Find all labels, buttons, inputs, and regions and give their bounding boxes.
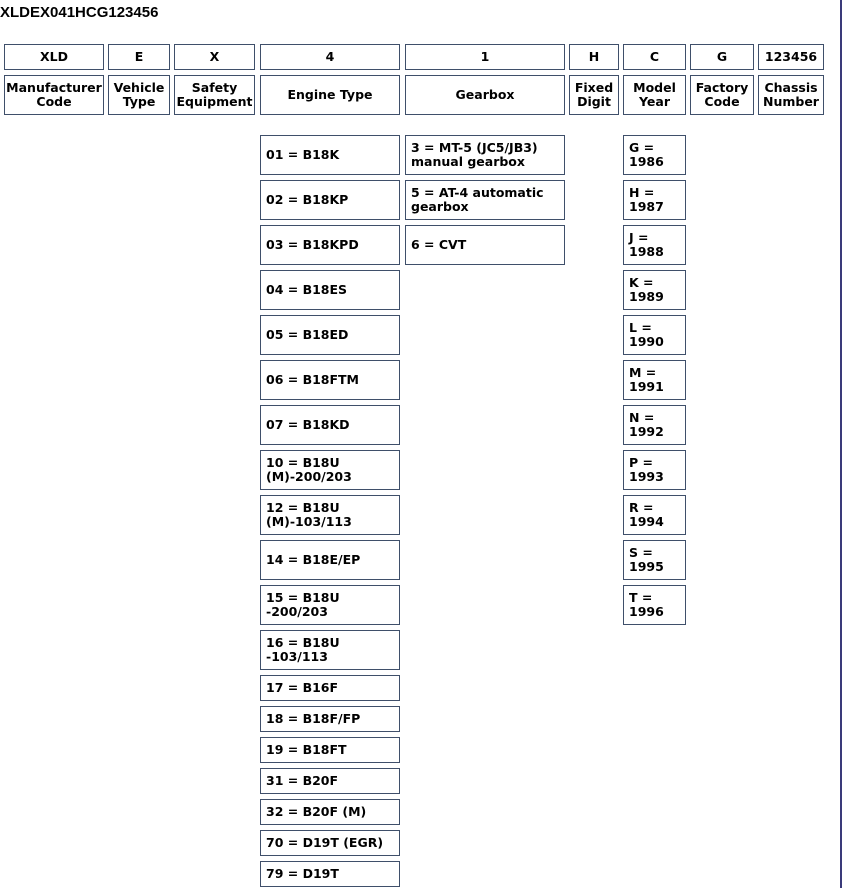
model-year-option: H = 1987 bbox=[623, 180, 686, 220]
model-year-option: P = 1993 bbox=[623, 450, 686, 490]
engine-option: 14 = B18E/EP bbox=[260, 540, 400, 580]
model-year-option: M = 1991 bbox=[623, 360, 686, 400]
vin-title: XLDEX041HCG123456 bbox=[0, 4, 159, 21]
engine-option: 10 = B18U (M)-200/203 bbox=[260, 450, 400, 490]
code-fixed-digit: H bbox=[569, 44, 619, 70]
code-engine-type: 4 bbox=[260, 44, 400, 70]
engine-option: 18 = B18F/FP bbox=[260, 706, 400, 732]
model-year-option: N = 1992 bbox=[623, 405, 686, 445]
engine-option: 12 = B18U (M)-103/113 bbox=[260, 495, 400, 535]
label-safety-equipment: Safety Equipment bbox=[174, 75, 255, 115]
code-manufacturer: XLD bbox=[4, 44, 104, 70]
model-year-option: R = 1994 bbox=[623, 495, 686, 535]
gearbox-option: 3 = MT-5 (JC5/JB3) manual gearbox bbox=[405, 135, 565, 175]
engine-option: 16 = B18U -103/113 bbox=[260, 630, 400, 670]
code-safety-equipment: X bbox=[174, 44, 255, 70]
label-factory-code: Factory Code bbox=[690, 75, 754, 115]
model-year-option: G = 1986 bbox=[623, 135, 686, 175]
engine-option: 32 = B20F (M) bbox=[260, 799, 400, 825]
engine-option: 31 = B20F bbox=[260, 768, 400, 794]
label-model-year: Model Year bbox=[623, 75, 686, 115]
engine-option: 17 = B16F bbox=[260, 675, 400, 701]
model-year-option: J = 1988 bbox=[623, 225, 686, 265]
code-vehicle-type: E bbox=[108, 44, 170, 70]
label-manufacturer-code: Manufacturer Code bbox=[4, 75, 104, 115]
code-chassis-number: 123456 bbox=[758, 44, 824, 70]
engine-option: 04 = B18ES bbox=[260, 270, 400, 310]
engine-option: 02 = B18KP bbox=[260, 180, 400, 220]
engine-option: 15 = B18U -200/203 bbox=[260, 585, 400, 625]
label-vehicle-type: Vehicle Type bbox=[108, 75, 170, 115]
engine-option: 03 = B18KPD bbox=[260, 225, 400, 265]
engine-option: 79 = D19T bbox=[260, 861, 400, 887]
code-model-year: C bbox=[623, 44, 686, 70]
label-engine-type: Engine Type bbox=[260, 75, 400, 115]
model-year-option: L = 1990 bbox=[623, 315, 686, 355]
engine-option: 19 = B18FT bbox=[260, 737, 400, 763]
right-border-line bbox=[840, 0, 842, 888]
model-year-option: K = 1989 bbox=[623, 270, 686, 310]
code-factory: G bbox=[690, 44, 754, 70]
model-year-option: S = 1995 bbox=[623, 540, 686, 580]
code-gearbox: 1 bbox=[405, 44, 565, 70]
engine-option: 06 = B18FTM bbox=[260, 360, 400, 400]
model-year-option: T = 1996 bbox=[623, 585, 686, 625]
label-chassis-number: Chassis Number bbox=[758, 75, 824, 115]
engine-option: 05 = B18ED bbox=[260, 315, 400, 355]
label-gearbox: Gearbox bbox=[405, 75, 565, 115]
gearbox-option: 6 = CVT bbox=[405, 225, 565, 265]
engine-option: 07 = B18KD bbox=[260, 405, 400, 445]
engine-option: 70 = D19T (EGR) bbox=[260, 830, 400, 856]
label-fixed-digit: Fixed Digit bbox=[569, 75, 619, 115]
gearbox-option: 5 = AT-4 automatic gearbox bbox=[405, 180, 565, 220]
engine-option: 01 = B18K bbox=[260, 135, 400, 175]
